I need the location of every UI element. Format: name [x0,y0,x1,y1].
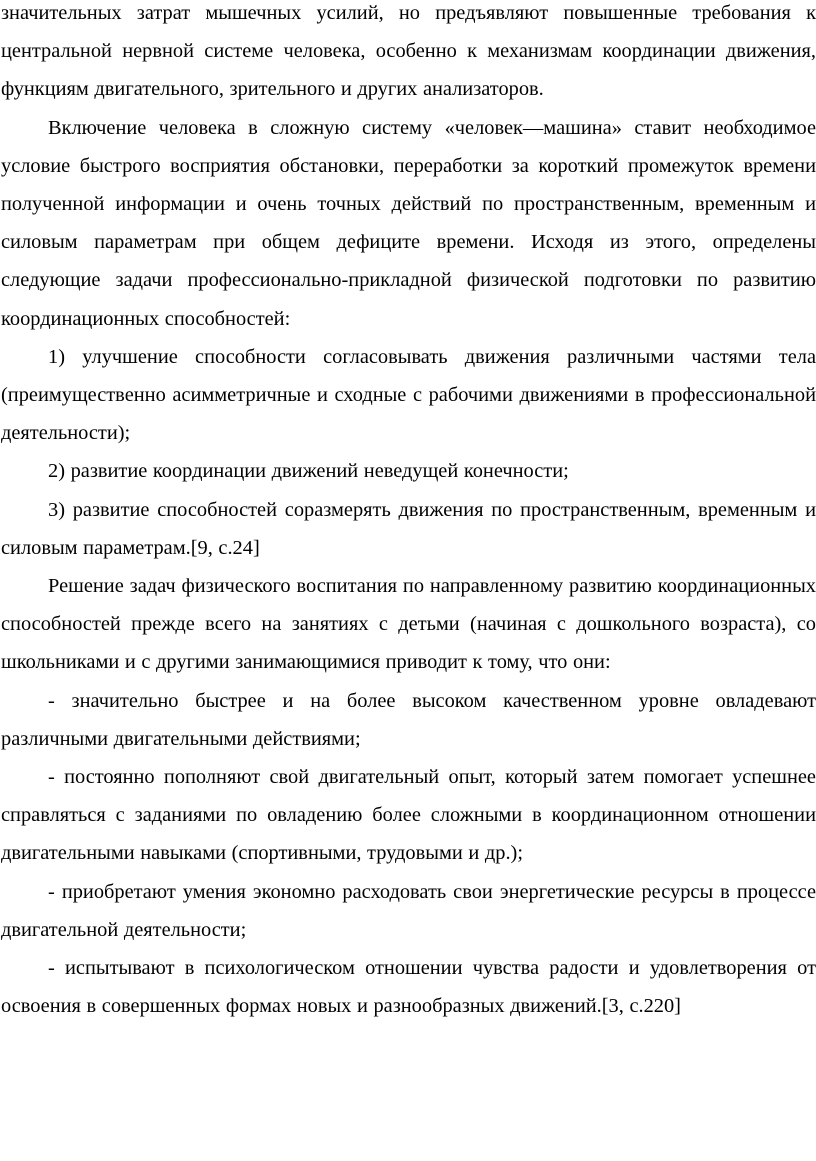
list-item-2: 2) развитие координации движений неведущей конечности; [48,460,569,483]
paragraph-continuation: значительных затрат мышечных усилий, но предъявляют повышенные требования к центральной нервной системе человека, особенно к механизмам координации движения, функциям двигательного, зрительного и других анализаторов. [1,2,816,101]
list-item-3: 3) развитие способностей соразмерять движения по пространственным, временным и силовым параметрам.[9, с.24] [1,498,816,559]
bullet-item-3: - приобретают умения экономно расходовать свои энергетические ресурсы в процессе двигательной деятельности; [1,880,816,941]
bullet-item-1: - значительно быстрее и на более высоком качественном уровне овладевают различными двигательными действиями; [1,689,816,750]
bullet-item-2: - постоянно пополняют свой двигательный опыт, который затем помогает успешнее справляться с заданиями по овладению более сложными в координационном отношении двигательными навыками (спортивными, трудовыми и др.); [1,766,816,865]
paragraph-solution: Решение задач физического воспитания по направленному развитию координационных способностей прежде всего на занятиях с детьми (начиная с дошкольного возраста), со школьниками и с другими занимающимися приводит к тому, что они: [1,575,816,674]
list-item-1: 1) улучшение способности согласовывать движения различными частями тела (преимущественно асимметричные и сходные с рабочими движениями в профессиональной деятельности); [1,345,816,445]
bullet-item-4: - испытывают в психологическом отношении чувства радости и удовлетворения от освоения в совершенных формах новых и разнообразных движений.[3, с.220] [1,957,816,1018]
paragraph-human-machine: Включение человека в сложную систему «человек—машина» ставит необходимое условие быстрого восприятия обстановки, переработки за короткий промежуток времени полученной информации и очень точных действий по пространственным, временным и силовым параметрам при общем дефиците времени. Исходя из этого, определены следующие задачи профессионально-прикладной физической подготовки по развитию координационных способностей: [1,116,816,330]
